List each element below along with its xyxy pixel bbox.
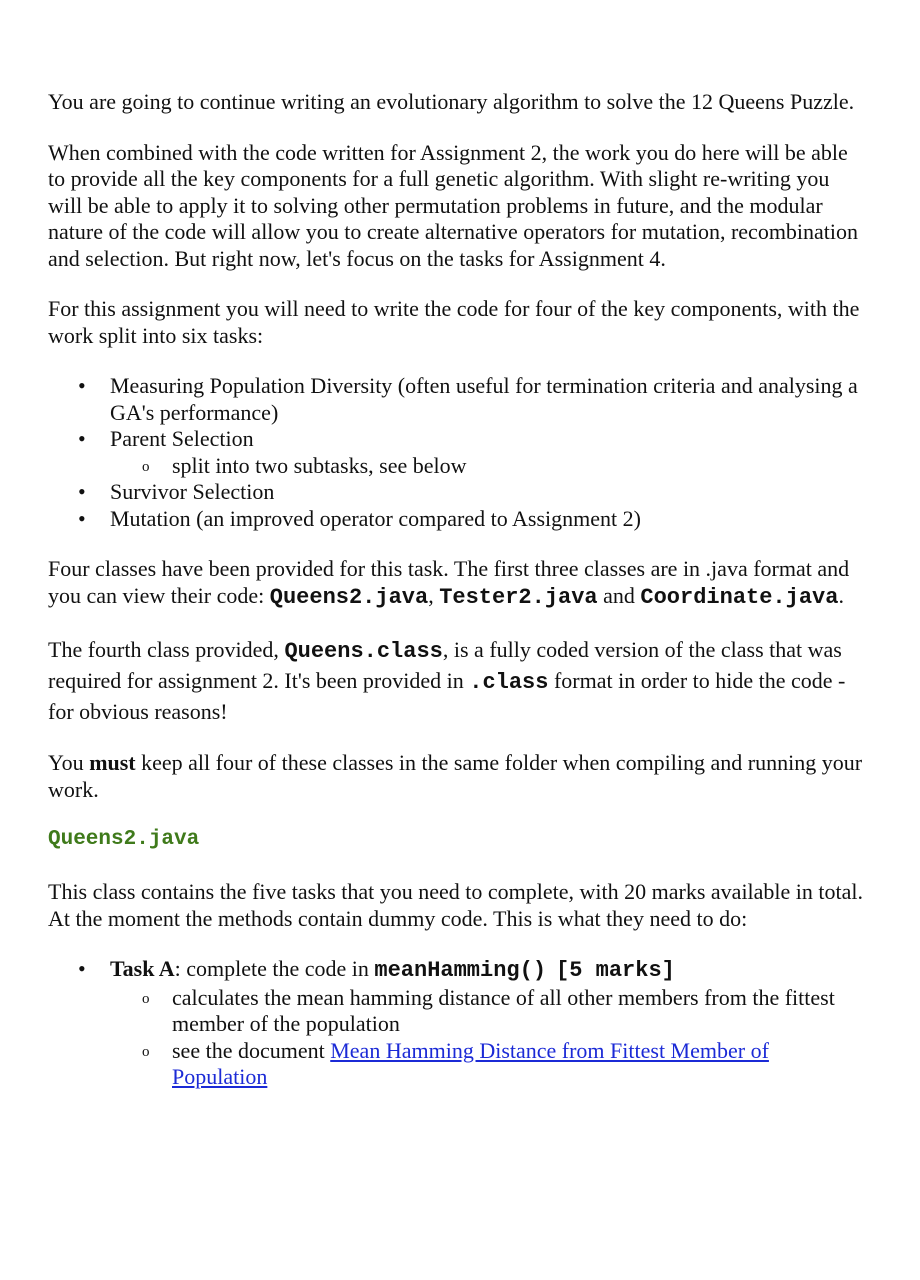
task-a-marks: [5 marks] bbox=[556, 958, 675, 983]
list-item bbox=[48, 506, 868, 533]
intro-paragraph-3: For this assignment you will need to write the code for four of the key components, with the work split into six tasks: bbox=[48, 296, 860, 348]
comma-text: , bbox=[428, 582, 440, 608]
file-tester2: Tester2.java bbox=[439, 584, 598, 610]
component-parent-selection-note: split into two subtasks, see below bbox=[172, 452, 467, 478]
components-list bbox=[48, 373, 868, 532]
file-queens-class: Queens.class bbox=[284, 639, 443, 664]
list-item bbox=[48, 479, 868, 506]
fourth-class-text-2: , is a fully coded version of the class that was required for assignment 2. It's been provided in bbox=[48, 637, 842, 693]
intro-paragraph-1: You are going to continue writing an evolutionary algorithm to solve the 12 Queens Puzzle. bbox=[48, 89, 855, 114]
class-extension: .class bbox=[469, 670, 549, 695]
sub-list bbox=[110, 985, 868, 1091]
mean-hamming-document-link[interactable]: Mean Hamming Distance from Fittest Member of Population bbox=[172, 1037, 769, 1089]
sub-list-item bbox=[110, 985, 868, 1038]
list-item bbox=[48, 956, 868, 1091]
list-item bbox=[48, 373, 868, 426]
task-a-method: meanHamming() bbox=[374, 958, 547, 983]
section-heading: Queens2.java bbox=[48, 828, 200, 851]
task-a-see-text: see the document bbox=[172, 1037, 331, 1063]
component-parent-selection: Parent Selection bbox=[110, 426, 254, 451]
component-survivor-selection: Survivor Selection bbox=[110, 479, 275, 504]
file-coordinate: Coordinate.java bbox=[640, 584, 839, 610]
sub-list-item bbox=[110, 1038, 868, 1091]
classes-paragraph bbox=[48, 556, 868, 611]
period-text: . bbox=[838, 582, 844, 608]
file-queens2: Queens2.java bbox=[269, 584, 429, 610]
fourth-class-text-3: format in order to hide the code - for obvious reasons! bbox=[48, 668, 846, 724]
document-page bbox=[48, 89, 868, 1115]
section-intro: This class contains the five tasks that you need to complete, with 20 marks available in total. At the moment the methods contain dummy code. This is what they need to do: bbox=[48, 879, 864, 931]
task-a-description: calculates the mean hamming distance of all other members from the fittest member of the population bbox=[172, 984, 835, 1036]
task-a-label: Task A bbox=[110, 956, 175, 981]
task-a-text: : complete the code in bbox=[174, 956, 375, 981]
folder-text-1: You bbox=[48, 750, 90, 775]
component-mutation: Mutation (an improved operator compared to Assignment 2) bbox=[110, 505, 641, 531]
folder-paragraph bbox=[48, 750, 868, 803]
fourth-class-paragraph bbox=[48, 635, 868, 726]
component-diversity: Measuring Population Diversity (often useful for termination criteria and analysing a GA's performance) bbox=[110, 373, 858, 425]
tasks-list bbox=[48, 956, 868, 1091]
intro-paragraph-2: When combined with the code written for Assignment 2, the work you do here will be able to provide all the key components for a full genetic algorithm. With slight re-writing you will be able to apply it to solving other permutation problems in future, and the modular nature of the code will allow you to create alternative operators for mutation, recombination and selection. But right now, let's focus on the tasks for Assignment 4. bbox=[48, 139, 859, 271]
and-text: and bbox=[597, 582, 641, 608]
list-item bbox=[48, 426, 868, 479]
classes-text: Four classes have been provided for this task. The first three classes are in .java format and you can view their code: bbox=[48, 556, 850, 608]
fourth-class-text-1: The fourth class provided, bbox=[48, 637, 285, 662]
sub-list-item bbox=[110, 453, 868, 480]
folder-text-2: keep all four of these classes in the same folder when compiling and running your work. bbox=[48, 750, 863, 802]
must-emphasis: must bbox=[89, 750, 136, 775]
sub-list bbox=[110, 453, 868, 480]
